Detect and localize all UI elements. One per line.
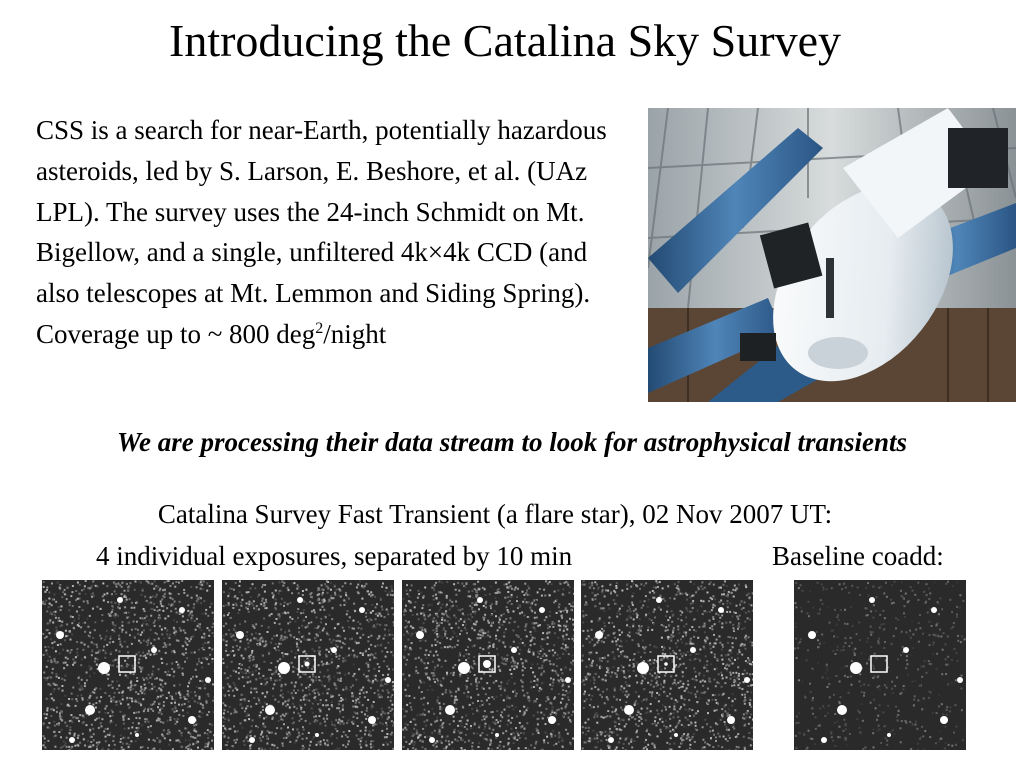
exposure-image-3: [402, 580, 574, 750]
exposure-image-2: [222, 580, 394, 750]
starfield: [581, 580, 753, 750]
starfield: [42, 580, 214, 750]
exposures-caption: 4 individual exposures, separated by 10 min: [96, 541, 573, 571]
starfield: [794, 580, 966, 750]
baseline-caption: Baseline coadd:: [772, 541, 944, 571]
telescope-photo: [648, 108, 1016, 402]
baseline-coadd-image: [794, 580, 966, 750]
intro-paragraph: [36, 110, 636, 355]
slide-title: Introducing the Catalina Sky Survey: [169, 15, 841, 66]
figure-caption: Catalina Survey Fast Transient (a flare star), 02 Nov 2007 UT:: [157, 499, 833, 529]
exposure-image-4: [581, 580, 753, 750]
tagline: We are processing their data stream to look for astrophysical transients: [116, 427, 908, 457]
intro-text: CSS is a search for near-Earth, potentially hazardous asteroids, led by S. Larson, E. Beshore, et al. (UAz LPL). The survey uses the 24-inch Schmidt on Mt. Bigellow, and a single, unfiltered 4k×4k CCD (and also telescopes at Mt. Lemmon and Siding Spring). Coverage up to ~ 800 deg: [36, 115, 607, 349]
starfield: [222, 580, 394, 750]
starfield: [402, 580, 574, 750]
intro-superscript: 2: [315, 319, 324, 337]
exposure-image-1: [42, 580, 214, 750]
intro-suffix: /night: [323, 318, 387, 349]
